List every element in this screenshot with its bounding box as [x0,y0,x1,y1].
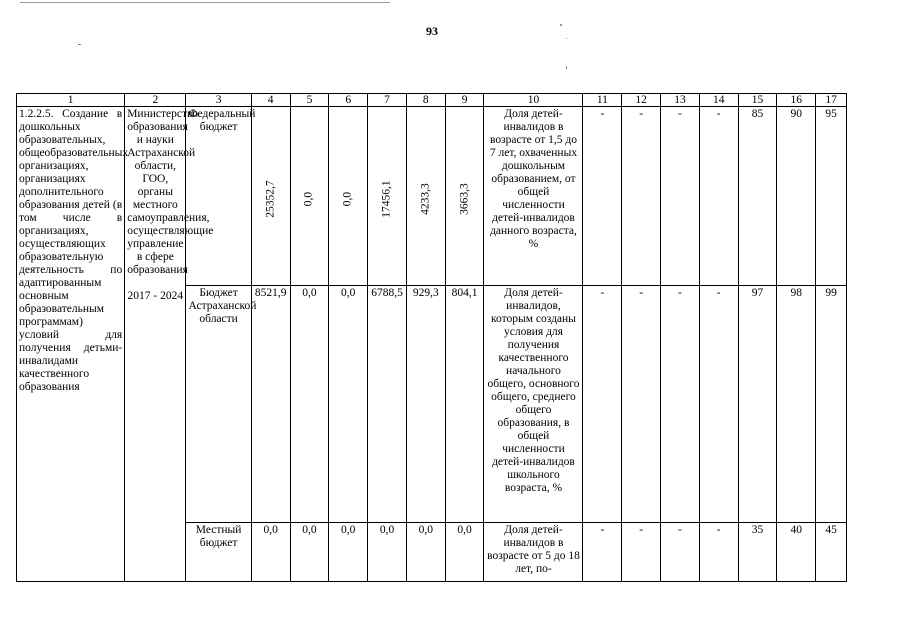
target-cell: - [699,107,738,286]
scan-speck [566,66,567,69]
target-cell: - [661,107,700,286]
activity-text: 1.2.2.5. Создание в дошкольных образовательных, общеобразовательных организациях, организациях дополнительного образования детей (в том числе в организациях, осуществляющих образовательную деятельность по адаптированным основным образовательным программам) условий для получения детьми-инвалидами качественного образования [19,108,129,393]
value-2021: 3663,3 [458,183,471,215]
value-cell: 804,1 [445,286,484,523]
value-cell: 0,0 [368,523,407,582]
value-cell: 0,0 [329,286,368,523]
target-cell: 98 [777,286,816,523]
col-header: 2 [125,94,186,107]
value-2018: 0,0 [341,191,354,207]
value-cell: 0,0 [290,523,329,582]
target-cell: 99 [816,286,847,523]
scan-speck [78,44,81,45]
value-cell: 0,0 [406,523,445,582]
target-cell: - [583,523,622,582]
col-header: 10 [484,94,583,107]
col-header: 3 [186,94,251,107]
value-cell [406,107,445,286]
source-cell: Бюджет Астраханской области [186,286,251,523]
target-cell: - [622,107,661,286]
target-cell: 97 [738,286,777,523]
col-header: 1 [17,94,125,107]
value-cell: 0,0 [445,523,484,582]
value-cell: 0,0 [251,523,290,582]
value-cell [329,107,368,286]
target-cell: - [583,107,622,286]
target-cell: 40 [777,523,816,582]
value-cell: 6788,5 [368,286,407,523]
col-header: 5 [290,94,329,107]
indicator-cell: Доля детей-инвалидов, которым созданы условия для получения качественного начального общего, основного общего, среднего общего образования, в общей численности детей-инвалидов школьного возраста, % [484,286,583,523]
col-header: 4 [251,94,290,107]
page-number: 93 [426,24,438,38]
period-text: 2017 - 2024 [127,290,184,302]
value-2020: 4233,3 [419,183,432,215]
target-cell: 95 [816,107,847,286]
target-cell: - [661,523,700,582]
target-cell: - [622,523,661,582]
indicator-cell: Доля детей-инвалидов в возрасте от 5 до 18 лет, по- [484,523,583,582]
value-cell [290,107,329,286]
source-cell: Федеральный бюджет [186,107,251,286]
value-2017: 0,0 [302,191,315,207]
target-cell: 85 [738,107,777,286]
value-cell [251,107,290,286]
value-2019: 17456,1 [380,180,393,218]
scan-speck [566,38,567,39]
col-header: 14 [699,94,738,107]
col-header: 12 [622,94,661,107]
executor-text: Министерство образования и науки Астраханской области, ГОО, органы местного самоуправления, осуществляющие управление в сфере образования [127,108,214,276]
col-header: 8 [406,94,445,107]
activity-cell [17,107,129,582]
col-header: 6 [329,94,368,107]
target-cell: - [699,523,738,582]
col-header: 7 [368,94,407,107]
value-cell [445,107,484,286]
target-cell: - [583,286,622,523]
target-cell: - [661,286,700,523]
col-header: 15 [738,94,777,107]
col-header: 17 [816,94,847,107]
col-header: 13 [661,94,700,107]
value-cell [368,107,407,286]
value-total: 25352,7 [264,180,277,218]
target-cell: 35 [738,523,777,582]
source-cell: Местный бюджет [186,523,251,582]
top-rule [20,2,390,3]
program-table [16,93,847,582]
target-cell: - [622,286,661,523]
executor-cell [125,107,214,582]
table-row [17,107,847,286]
col-header: 16 [777,94,816,107]
value-cell: 0,0 [290,286,329,523]
target-cell: 45 [816,523,847,582]
target-cell: 90 [777,107,816,286]
col-header: 9 [445,94,484,107]
header-row [17,94,847,107]
scan-speck [560,24,562,26]
value-cell: 8521,9 [251,286,290,523]
target-cell: - [699,286,738,523]
value-cell: 929,3 [406,286,445,523]
indicator-cell: Доля детей-инвалидов в возрасте от 1,5 до 7 лет, охваченных дошкольным образованием, от общей численности детей-инвалидов данного возраста, % [484,107,583,286]
col-header: 11 [583,94,622,107]
value-cell: 0,0 [329,523,368,582]
